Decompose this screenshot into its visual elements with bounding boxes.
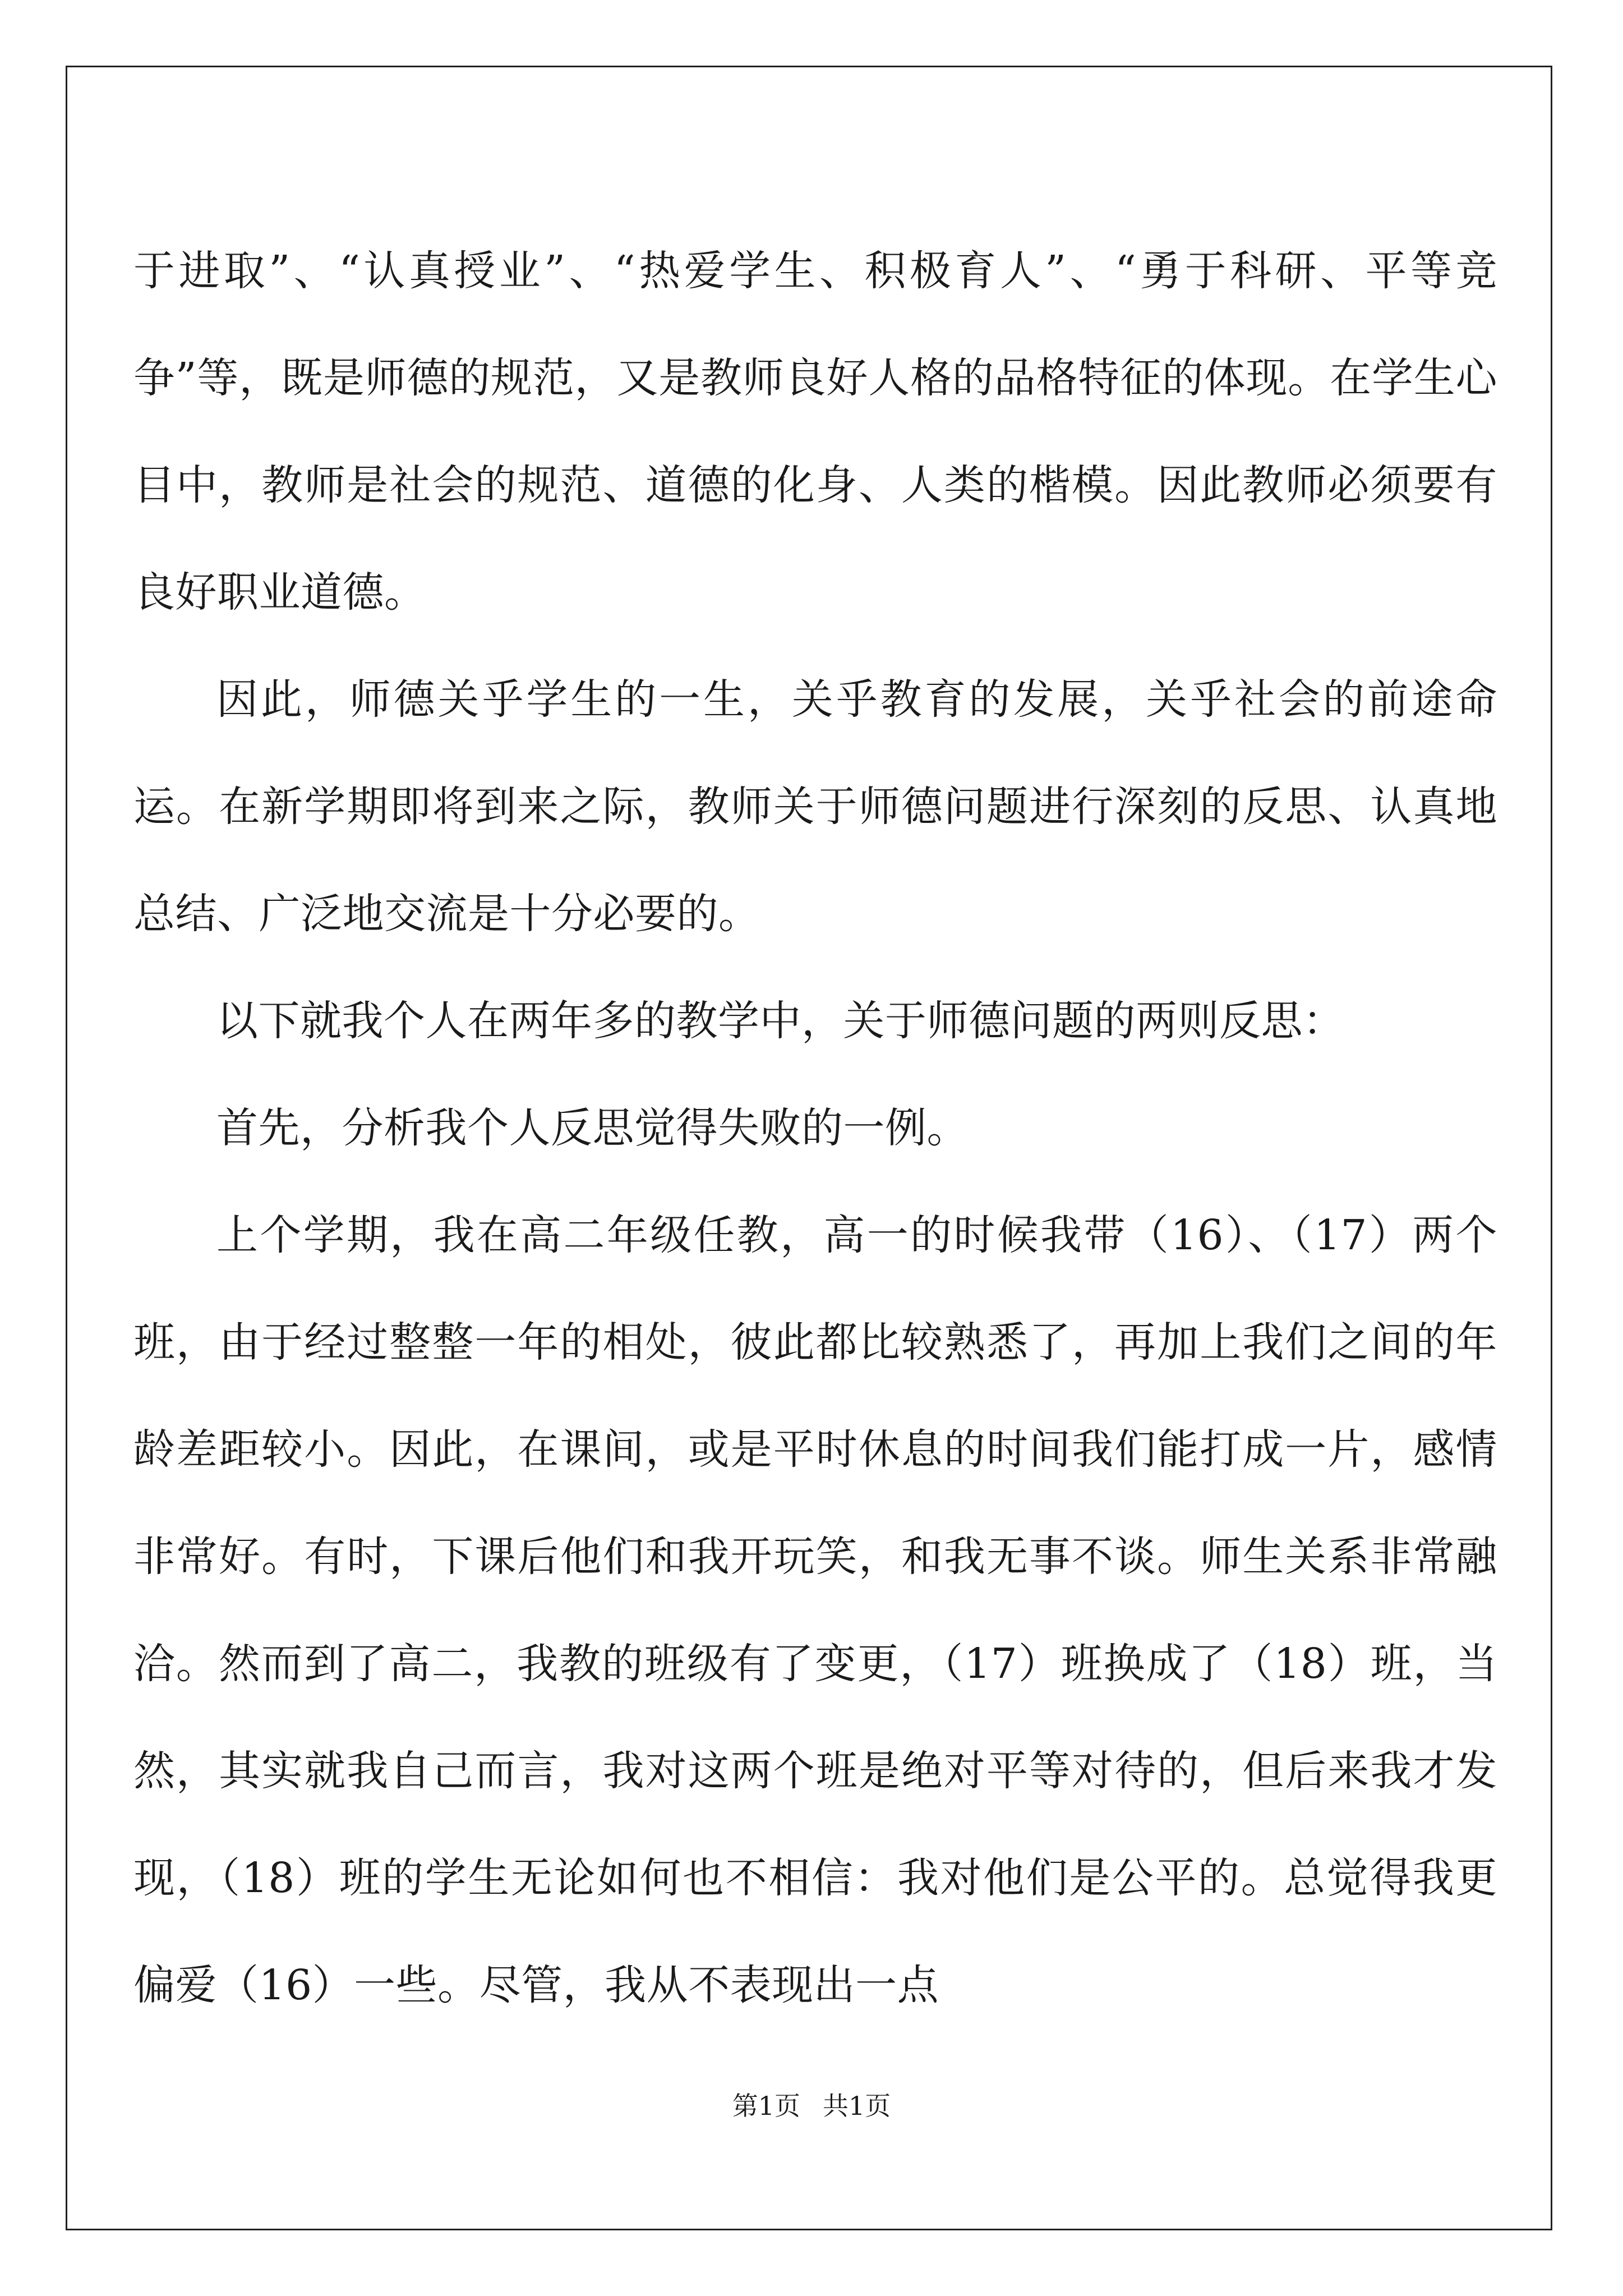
paragraph-2: 因此，师德关乎学生的一生，关乎教育的发展，关乎社会的前途命运。在新学期即将到来之际，教师关于师德问题进行深刻的反思、认真地总结、广泛地交流是十分必要的。 xyxy=(133,675,1497,938)
page-number: 第1页 xyxy=(732,2091,800,2121)
paragraph-3: 以下就我个人在两年多的教学中，关于师德问题的两则反思： xyxy=(216,997,1345,1045)
paragraph-4: 首先，分析我个人反思觉得失败的一例。 xyxy=(216,1104,969,1152)
document-body xyxy=(133,218,1497,2039)
page-footer xyxy=(0,2086,1623,2123)
page-total: 共1页 xyxy=(823,2091,891,2121)
paragraph-1: 于进取”、“认真授业”、“热爱学生、积极育人”、“勇于科研、平等竞争”等，既是师德的规范，又是教师良好人格的品格特征的体现。在学生心目中，教师是社会的规范、道德的化身、人类的楷模。因此教师必须要有良好职业道德。 xyxy=(133,247,1497,616)
paragraph-5: 上个学期，我在高二年级任教，高一的时候我带（16）、（17）两个班，由于经过整整一年的相处，彼此都比较熟悉了，再加上我们之间的年龄差距较小。因此，在课间，或是平时休息的时间我们能打成一片，感情非常好。有时，下课后他们和我开玩笑，和我无事不谈。师生关系非常融洽。然而到了高二，我教的班级有了变更，（17）班换成了（18）班，当然，其实就我自己而言，我对这两个班是绝对平等对待的，但后来我才发现，（18）班的学生无论如何也不相信：我对他们是公平的。总觉得我更偏爱（16）一些。尽管，我从不表现出一点 xyxy=(133,1211,1497,2009)
